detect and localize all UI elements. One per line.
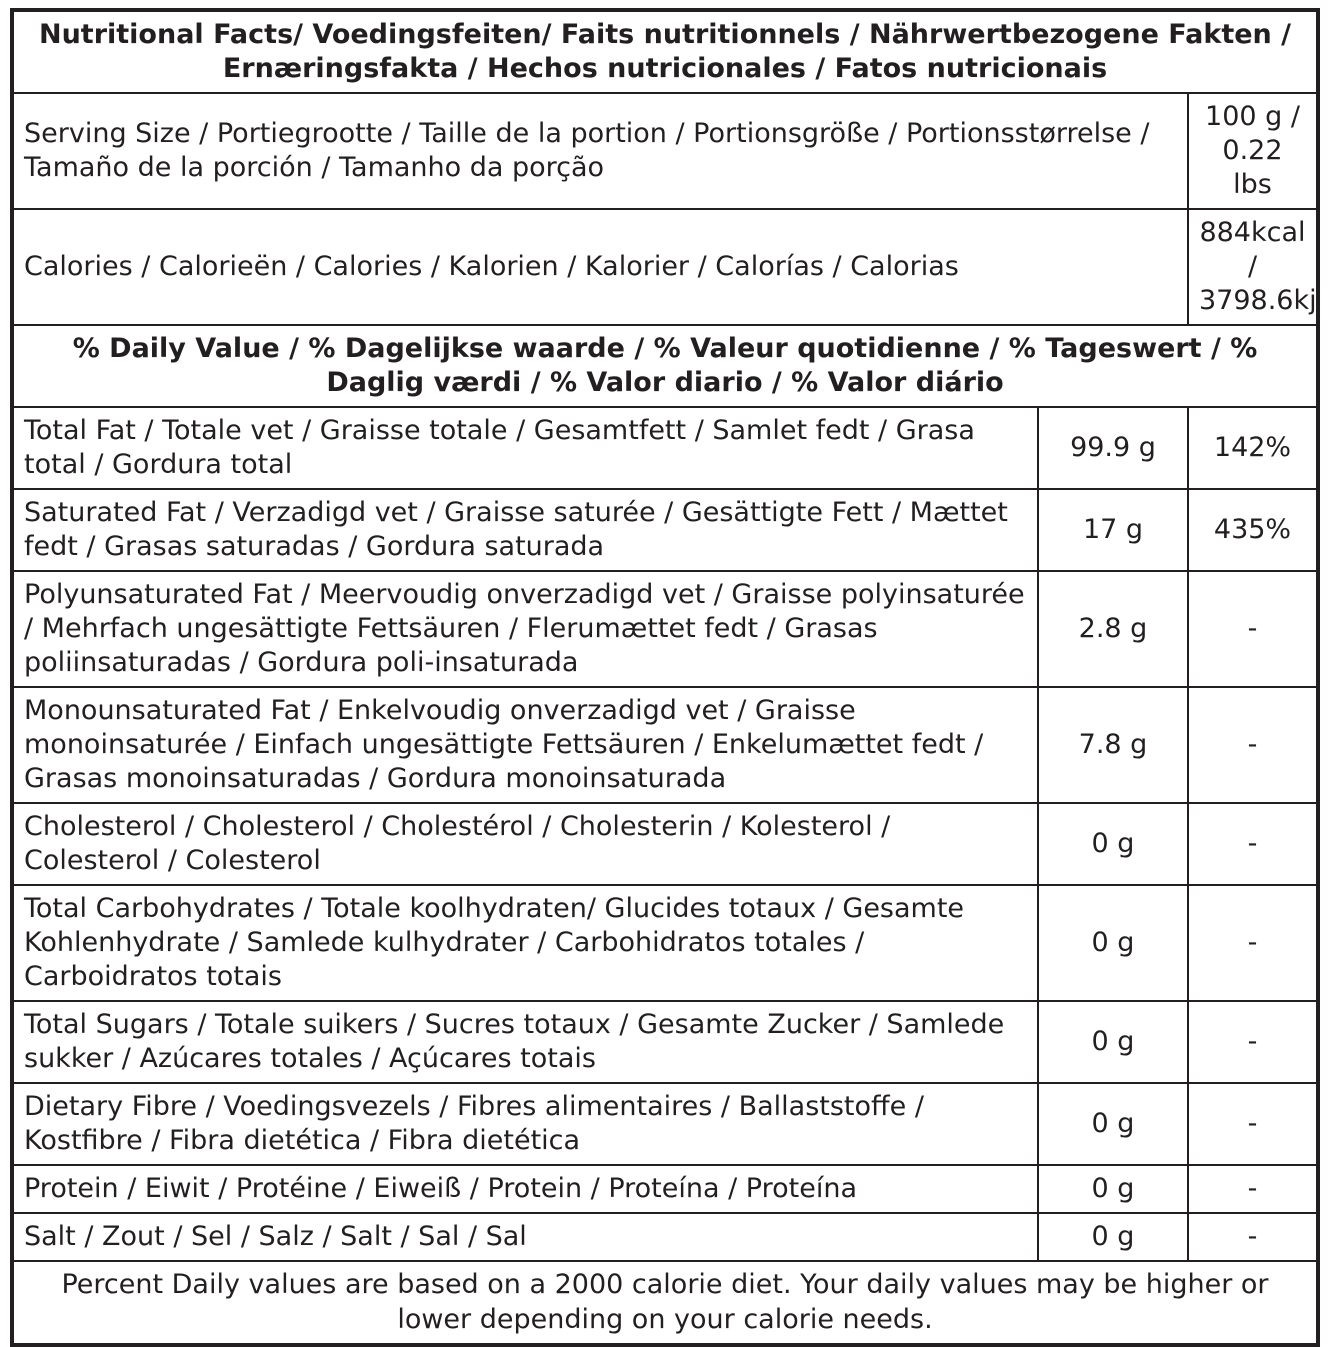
serving-size-value: 100 g / 0.22 lbs bbox=[1188, 93, 1318, 209]
nutrient-daily-percent: - bbox=[1188, 571, 1318, 687]
table-row-footnote bbox=[12, 1261, 1318, 1344]
nutrient-daily-percent: - bbox=[1188, 1213, 1318, 1261]
nutrient-label: Protein / Eiwit / Protéine / Eiweiß / Protein / Proteína / Proteína bbox=[12, 1165, 1038, 1213]
nutrient-daily-percent: 435% bbox=[1188, 489, 1318, 571]
table-row bbox=[12, 1165, 1318, 1213]
nutrient-amount: 0 g bbox=[1038, 1213, 1188, 1261]
nutrient-label: Cholesterol / Cholesterol / Cholestérol / Cholesterin / Kolesterol / Colesterol / Colesterol bbox=[12, 803, 1038, 885]
nutrient-amount: 0 g bbox=[1038, 885, 1188, 1001]
table-row bbox=[12, 1213, 1318, 1261]
daily-value-header: % Daily Value / % Dagelijkse waarde / % Valeur quotidienne / % Tageswert / % Daglig værdi / % Valor diario / % Valor diário bbox=[12, 325, 1318, 407]
nutrient-amount: 99.9 g bbox=[1038, 407, 1188, 489]
nutrient-daily-percent: - bbox=[1188, 803, 1318, 885]
nutrient-amount: 0 g bbox=[1038, 803, 1188, 885]
serving-size-label: Serving Size / Portiegrootte / Taille de la portion / Portionsgröße / Portionsstørrelse / Tamaño de la porción / Tamanho da porção bbox=[12, 93, 1188, 209]
calories-value: 884kcal / 3798.6kj bbox=[1188, 209, 1318, 325]
nutrient-daily-percent: - bbox=[1188, 1165, 1318, 1213]
table-row bbox=[12, 1083, 1318, 1165]
nutrient-daily-percent: - bbox=[1188, 1001, 1318, 1083]
nutrient-label: Saturated Fat / Verzadigd vet / Graisse saturée / Gesättigte Fett / Mættet fedt / Grasas saturadas / Gordura saturada bbox=[12, 489, 1038, 571]
table-row bbox=[12, 489, 1318, 571]
nutrient-label: Total Fat / Totale vet / Graisse totale / Gesamtfett / Samlet fedt / Grasa total / Gordura total bbox=[12, 407, 1038, 489]
nutrient-amount: 2.8 g bbox=[1038, 571, 1188, 687]
table-row-calories bbox=[12, 209, 1318, 325]
nutrient-amount: 17 g bbox=[1038, 489, 1188, 571]
nutrient-daily-percent: - bbox=[1188, 687, 1318, 803]
table-row bbox=[12, 571, 1318, 687]
nutrient-amount: 0 g bbox=[1038, 1165, 1188, 1213]
table-row bbox=[12, 803, 1318, 885]
nutrient-daily-percent: - bbox=[1188, 1083, 1318, 1165]
nutrient-label: Salt / Zout / Sel / Salz / Salt / Sal / Sal bbox=[12, 1213, 1038, 1261]
nutrient-amount: 0 g bbox=[1038, 1001, 1188, 1083]
table-row bbox=[12, 407, 1318, 489]
nutrient-daily-percent: - bbox=[1188, 885, 1318, 1001]
table-row bbox=[12, 687, 1318, 803]
label-title: Nutritional Facts/ Voedingsfeiten/ Faits nutritionnels / Nährwertbezogene Fakten / Ernæringsfakta / Hechos nutricionales / Fatos nutricionais bbox=[12, 10, 1318, 93]
nutrient-label: Total Sugars / Totale suikers / Sucres totaux / Gesamte Zucker / Samlede sukker / Azúcares totales / Açúcares totais bbox=[12, 1001, 1038, 1083]
nutrient-label: Dietary Fibre / Voedingsvezels / Fibres alimentaires / Ballaststoffe / Kostfibre / Fibra dietética / Fibra dietética bbox=[12, 1083, 1038, 1165]
nutrient-label: Monounsaturated Fat / Enkelvoudig onverzadigd vet / Graisse monoinsaturée / Einfach ungesättigte Fettsäuren / Enkelumættet fedt / Grasas monoinsaturadas / Gordura monoinsaturada bbox=[12, 687, 1038, 803]
nutrition-facts-table bbox=[10, 8, 1320, 1347]
table-row bbox=[12, 885, 1318, 1001]
calories-label: Calories / Calorieën / Calories / Kalorien / Kalorier / Calorías / Calorias bbox=[12, 209, 1188, 325]
daily-value-footnote: Percent Daily values are based on a 2000 calorie diet. Your daily values may be higher or lower depending on your calorie needs. bbox=[12, 1261, 1318, 1344]
nutrient-daily-percent: 142% bbox=[1188, 407, 1318, 489]
nutrient-label: Total Carbohydrates / Totale koolhydraten/ Glucides totaux / Gesamte Kohlenhydrate / Samlede kulhydrater / Carbohidratos totales / Carboidratos totais bbox=[12, 885, 1038, 1001]
nutrient-amount: 0 g bbox=[1038, 1083, 1188, 1165]
table-row bbox=[12, 1001, 1318, 1083]
table-row-title bbox=[12, 10, 1318, 93]
table-row-serving-size bbox=[12, 93, 1318, 209]
table-row-daily-value-header bbox=[12, 325, 1318, 407]
nutrient-amount: 7.8 g bbox=[1038, 687, 1188, 803]
nutrient-label: Polyunsaturated Fat / Meervoudig onverzadigd vet / Graisse polyinsaturée / Mehrfach ungesättigte Fettsäuren / Flerumættet fedt / Grasas poliinsaturadas / Gordura poli-insaturada bbox=[12, 571, 1038, 687]
